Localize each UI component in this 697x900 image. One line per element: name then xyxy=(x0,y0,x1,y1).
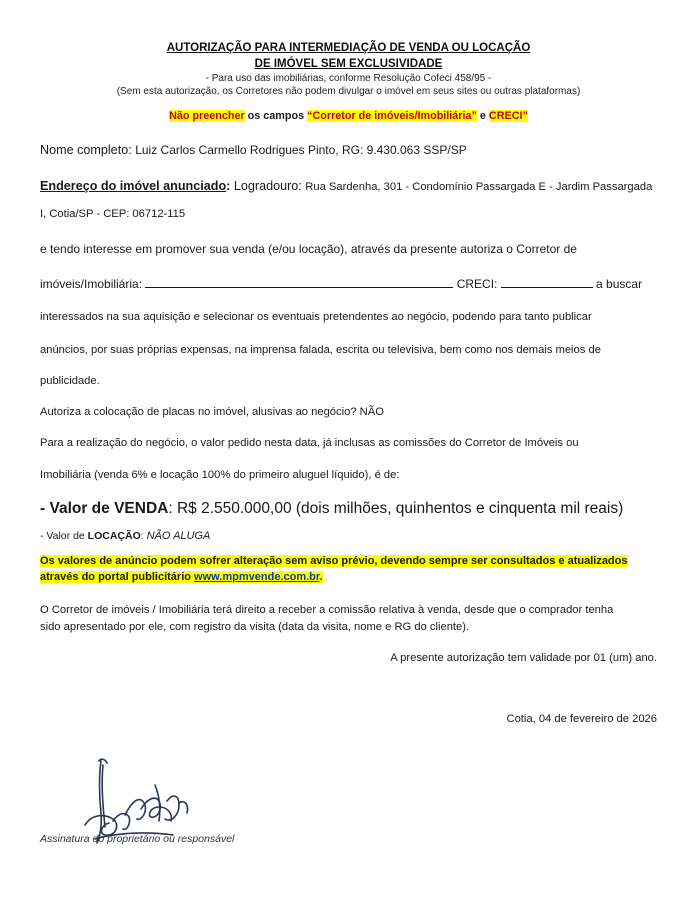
date-place: Cotia, 04 de fevereiro de 2026 xyxy=(506,713,657,725)
sale-value-amount: : R$ 2.550.000,00 (dois milhões, quinhentos e cinquenta mil reais) xyxy=(168,500,624,517)
rent-value-prefix: - Valor de xyxy=(40,530,88,542)
address-value-line2: I, Cotia/SP - CEP: 06712-115 xyxy=(40,208,186,220)
body-line2-end: a buscar xyxy=(592,277,643,291)
header-note-line2: (Sem esta autorização, os Corretores não podem divulgar o imóvel em seus sites ou outras plataformas) xyxy=(116,86,581,97)
commission-line2: sido apresentado por ele, com registro da visita (data da visita, nome e RG do cliente). xyxy=(40,621,470,633)
valor-intro-line2: Imobiliária (venda 6% e locação 100% do primeiro aluguel líquido), é de: xyxy=(40,469,400,481)
broker-blank-field xyxy=(145,276,453,288)
warning-part4: e xyxy=(476,110,489,122)
sale-value-prefix: - xyxy=(40,500,50,517)
price-notice-line1 xyxy=(40,555,628,567)
price-notice-text2: através do portal publicitário xyxy=(40,571,195,583)
portal-link[interactable]: www.mpmvende.com.br xyxy=(194,571,320,583)
owner-label: Nome completo: xyxy=(40,143,136,157)
validity-statement: A presente autorização tem validade por 01 (um) ano. xyxy=(390,652,657,664)
body-line1: e tendo interesse em promover sua venda (e/ou locação), através da presente autoriza o Corretor de xyxy=(40,242,577,256)
price-notice-end: . xyxy=(319,571,323,583)
commission-line1: O Corretor de imóveis / Imobiliária terá direito a receber a comissão relativa à venda, desde que o comprador tenha xyxy=(40,604,614,616)
placas-question: Autoriza a colocação de placas no imóvel, alusivas ao negócio? NÃO xyxy=(40,406,384,418)
price-notice-line2 xyxy=(40,571,323,583)
owner-value: Luiz Carlos Carmello Rodrigues Pinto, RG: 9.430.063 SSP/SP xyxy=(135,143,467,157)
address-sublabel: Logradouro: xyxy=(233,179,306,193)
body-line4: anúncios, por suas próprias expensas, na imprensa falada, escrita ou televisiva, bem como nos demais meios de xyxy=(40,344,601,356)
rent-value-line xyxy=(40,530,210,542)
rent-value-label: LOCAÇÃO xyxy=(87,530,141,542)
price-notice-text1: Os valores de anúncio podem sofrer alteração sem aviso prévio, devendo sempre ser consultados e atualizados xyxy=(40,555,628,567)
warning-part2: os campos xyxy=(244,110,308,122)
broker-label: imóveis/Imobiliária: xyxy=(40,277,146,291)
signature-label: Assinatura do proprietário ou responsável xyxy=(40,833,235,845)
header-note-line1: - Para uso das imobiliárias, conforme Resolução Cofeci 458/95 - xyxy=(205,73,492,84)
warning-part5: CRECI” xyxy=(488,110,528,122)
body-line5: publicidade. xyxy=(40,375,100,387)
address-line1 xyxy=(40,177,652,195)
document-title-line1: AUTORIZAÇÃO PARA INTERMEDIAÇÃO DE VENDA OU LOCAÇÃO xyxy=(166,42,531,54)
warning-part3: “Corretor de imóveis/Imobiliária” xyxy=(307,110,477,122)
valor-intro-line1: Para a realização do negócio, o valor pedido nesta data, já inclusas as comissões do Corretor de Imóveis ou xyxy=(40,437,579,449)
address-colon: : xyxy=(226,179,234,193)
body-line3: interessados na sua aquisição e selecionar os eventuais pretendentes ao negócio, podendo para tanto publicar xyxy=(40,311,592,323)
warning-part1: Não preencher xyxy=(169,110,245,122)
fill-warning xyxy=(0,110,697,122)
creci-label: CRECI: xyxy=(453,277,501,291)
creci-blank-field xyxy=(501,276,593,288)
address-value-line1: Rua Sardenha, 301 - Condomínio Passargada E - Jardim Passargada xyxy=(305,181,653,193)
sale-value-label: Valor de VENDA xyxy=(49,500,169,517)
address-label: Endereço do imóvel anunciado xyxy=(40,179,227,193)
owner-line xyxy=(40,141,467,159)
sale-value-line xyxy=(40,500,623,518)
document-title-line2: DE IMÓVEL SEM EXCLUSIVIDADE xyxy=(254,58,443,70)
body-line2 xyxy=(40,276,642,291)
rent-value-amount: NÃO ALUGA xyxy=(146,530,211,542)
rent-value-colon: : xyxy=(140,530,147,542)
